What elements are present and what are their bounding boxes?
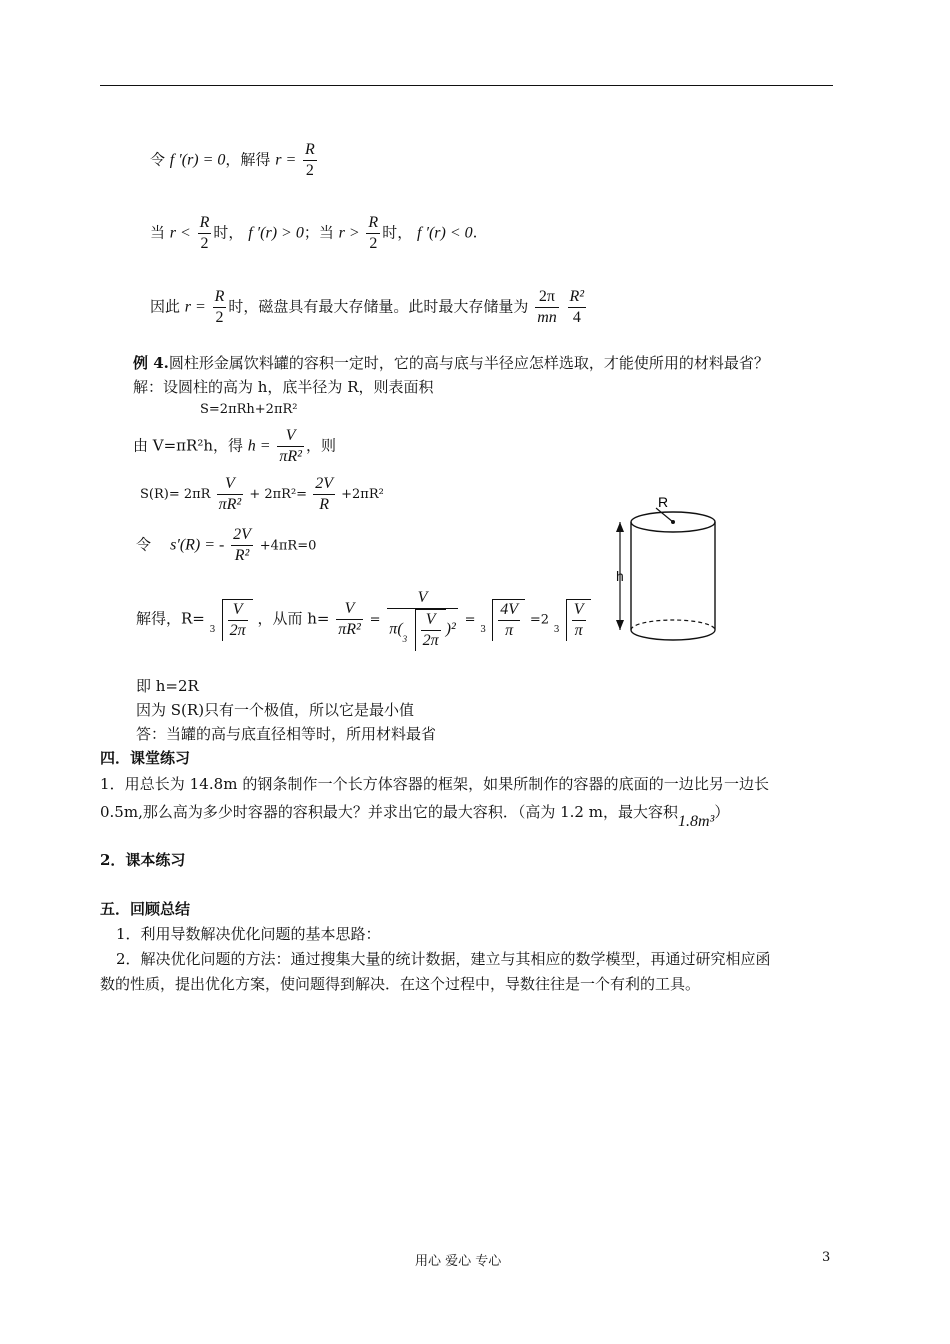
section-5-title: 五．回顾总结 [100, 900, 191, 918]
line-h-from-volume: 由 V=πR²h，得 h = $\frac{V}{\text{πR²}}$ ，则 [133, 427, 336, 465]
fraction-R-over-2: $\frac{R}{2}$ [305, 141, 315, 179]
cylinder-bottom-back-dashed [631, 620, 715, 630]
line-conclusion-storage: 因此 r = $\frac{R}{2}$ 时，磁盘具有最大存储量。此时最大存储量为 $\frac{2\pi}{mn}$ $\frac{\text{R²}}{4}$ [150, 288, 585, 326]
height-label: h [616, 568, 624, 584]
summary-point-1: 1．利用导数解决优化问题的基本思路： [116, 925, 381, 943]
cube-root-V-over-2pi: 3 $\frac{V}{2\pi}$ [210, 599, 253, 641]
exercise-1-line-2: 0.5m,那么高为多少时容器的容积最大？并求出它的最大容积．（高为 1.2 m，最大容积1.8m³） [100, 803, 730, 830]
fraction-R-over-2: $\frac{R}{2}$ [368, 214, 379, 252]
height-arrow-top [616, 522, 624, 532]
fraction-V-over-piR2: $\frac{V}{\text{πR²}}$ [279, 427, 302, 465]
page-number: 3 [822, 1250, 831, 1265]
fraction-2V-over-R2: $\frac{2V}{\text{R²}}$ [233, 526, 251, 564]
fraction-V-over-piR2: $\frac{V}{\text{πR²}}$ [218, 475, 242, 513]
line-solve-R-and-h: 解得，R= 3 $\frac{V}{2\pi}$ ，从而 h= $\frac{V}{\text{πR²}}$ = V π( 3 $\frac{V}{2\pi}$ )² = 3 $\frac{4V}{\pi}$ =2 3 $\frac{V}{\pi}$ [136, 588, 591, 651]
fraction-2V-over-R: $\frac{2V}{R}$ [315, 475, 333, 513]
header-rule [100, 85, 833, 86]
height-arrow-bottom [616, 620, 624, 630]
summary-point-2-line-2: 数的性质，提出优化方案，使问题得到解决．在这个过程中，导数往往是一个有利的工具。 [100, 975, 701, 993]
result-h-equals-2R: 即 h=2R [136, 677, 199, 695]
section-4-title: 四．课堂练习 [100, 749, 191, 767]
solution-intro: 解：设圆柱的高为 h，底半径为 R，则表面积 [133, 378, 434, 396]
surface-area-formula: S=2πRh+2πR² [200, 402, 298, 417]
fraction-R2-over-4: $\frac{\text{R²}}{4}$ [569, 288, 585, 326]
fraction-V-over-pi-root-squared: V π( 3 $\frac{V}{2\pi}$ )² [389, 589, 456, 649]
line-solve-fprime: 令 f ′(r) = 0，解得 r = $\frac{R}{2}$ [150, 141, 315, 179]
exercise-1-line-1: 1．用总长为 14.8m 的钢条制作一个长方体容器的框架，如果所制作的容器的底面的一边比另一边长 [100, 775, 770, 793]
fraction-V-over-piR2: $\frac{V}{\text{πR²}}$ [338, 600, 361, 638]
fraction-2pi-over-mn: $\frac{2\pi}{mn}$ [537, 288, 557, 326]
radius-label: R [658, 494, 669, 510]
cube-root-V-over-pi: 3 $\frac{V}{\pi}$ [554, 599, 591, 641]
summary-point-2-line-1: 2．解决优化问题的方法：通过搜集大量的统计数据，建立与其相应的数学模型，再通过研究相应函 [116, 950, 771, 968]
footer-motto: 用心 爱心 专心 [415, 1254, 502, 1269]
exercise-2: 2．课本练习 [100, 851, 186, 869]
line-S-of-R: S(R)= 2πR $\frac{V}{\text{πR²}}$ + 2πR²= $\frac{2V}{R}$ +2πR² [140, 475, 384, 513]
fraction-R-over-2: $\frac{R}{2}$ [199, 214, 210, 252]
cylinder-bottom-front [631, 630, 715, 640]
example-4-question: 例 4.圆柱形金属饮料罐的容积一定时，它的高与底与半径应怎样选取，才能使所用的材料最省？ [133, 354, 769, 372]
line-derivative-zero: 令 s′(R) = - $\frac{2V}{\text{R²}}$ +4πR=0 [136, 526, 317, 564]
result-answer: 答：当罐的高与底直径相等时，所用材料最省 [136, 725, 437, 743]
cube-root-4V-over-pi: 3 $\frac{4V}{\pi}$ [480, 599, 525, 641]
cylinder-diagram [600, 490, 730, 650]
radius-line [656, 508, 673, 522]
fraction-R-over-2: $\frac{R}{2}$ [214, 288, 225, 326]
result-minimum-reason: 因为 S(R)只有一个极值，所以它是最小值 [136, 701, 415, 719]
line-sign-analysis: 当 r < $\frac{R}{2}$ 时， f ′(r) > 0；当 r > $\frac{R}{2}$ 时， f ′(r) < 0. [150, 214, 478, 252]
